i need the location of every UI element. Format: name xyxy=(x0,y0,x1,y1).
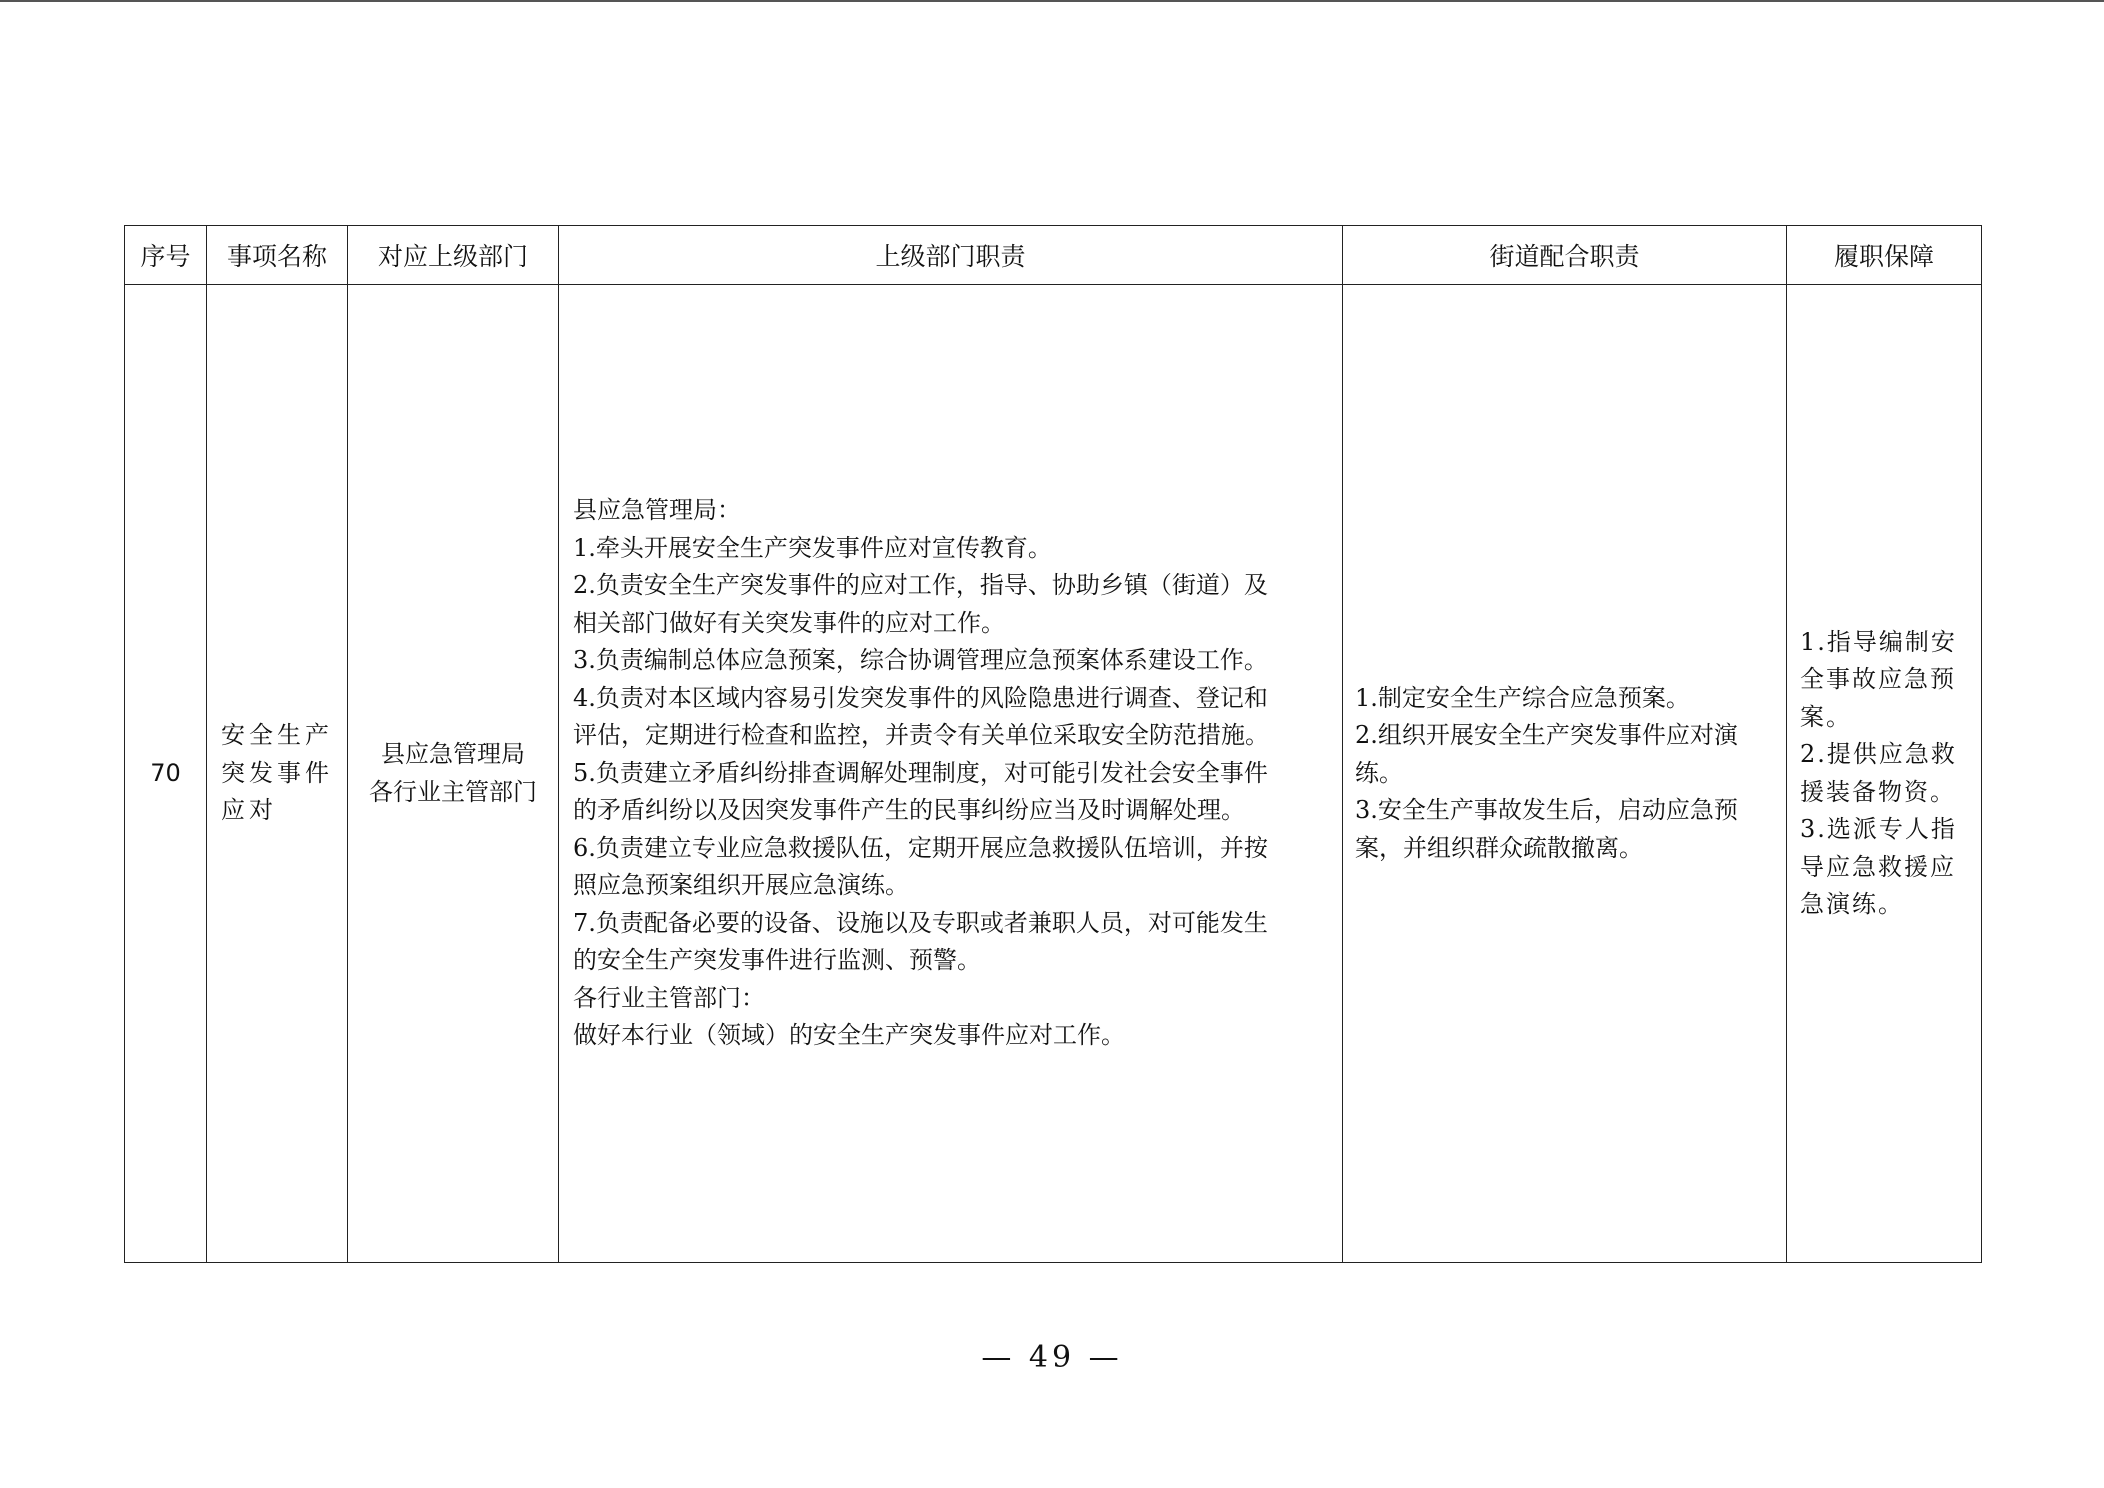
street-duty-line: 练。 xyxy=(1355,758,1403,787)
header-street-duties: 街道配合职责 xyxy=(1343,226,1787,285)
street-duty-line: 1.制定安全生产综合应急预案。 xyxy=(1355,683,1690,712)
upper-duty-line: 3.负责编制总体应急预案，综合协调管理应急预案体系建设工作。 xyxy=(573,646,1268,675)
guarantee-line: 急演练。 xyxy=(1800,890,1904,918)
upper-duty-line: 县应急管理局： xyxy=(573,496,741,525)
department-line: 县应急管理局 xyxy=(381,740,525,768)
upper-duty-line: 5.负责建立矛盾纠纷排查调解处理制度，对可能引发社会安全事件 xyxy=(573,758,1268,787)
upper-duty-line: 1.牵头开展安全生产突发事件应对宣传教育。 xyxy=(573,533,1052,562)
cell-item-name xyxy=(207,285,348,1263)
cell-upper-duties xyxy=(559,285,1343,1263)
upper-duty-line: 各行业主管部门： xyxy=(573,983,765,1012)
upper-duty-line: 的安全生产突发事件进行监测、预警。 xyxy=(573,946,981,975)
item-name-line: 应对 xyxy=(221,796,277,825)
guarantee-line: 援装备物资。 xyxy=(1800,777,1956,806)
cell-street-duties xyxy=(1343,285,1787,1263)
header-number: 序号 xyxy=(125,226,207,285)
cell-guarantee xyxy=(1787,285,1982,1263)
item-name-line: 突发事件 xyxy=(221,758,333,787)
cell-upper-department xyxy=(348,285,559,1263)
guarantee-line: 3.选派专人指 xyxy=(1800,815,1957,843)
guarantee-line: 全事故应急预 xyxy=(1800,665,1956,693)
guarantee-line: 2.提供应急救 xyxy=(1800,740,1957,768)
header-guarantee: 履职保障 xyxy=(1787,226,1982,285)
page-number: — 49 — xyxy=(981,1340,1123,1375)
top-border-line xyxy=(0,0,2104,2)
street-duty-line: 案，并组织群众疏散撤离。 xyxy=(1355,833,1643,862)
upper-duty-line: 评估，定期进行检查和监控，并责令有关单位采取安全防范措施。 xyxy=(573,721,1269,750)
cell-number: 70 xyxy=(125,285,207,1263)
upper-duty-line: 4.负责对本区域内容易引发突发事件的风险隐患进行调查、登记和 xyxy=(573,683,1268,712)
table-row xyxy=(125,285,1982,1263)
upper-duty-line: 6.负责建立专业应急救援队伍，定期开展应急救援队伍培训，并按 xyxy=(573,833,1268,862)
table-header-row xyxy=(125,226,1982,285)
header-item-name: 事项名称 xyxy=(207,226,348,285)
guarantee-line: 1.指导编制安 xyxy=(1800,627,1957,656)
upper-duty-line: 7.负责配备必要的设备、设施以及专职或者兼职人员，对可能发生 xyxy=(573,908,1268,937)
street-duty-line: 3.安全生产事故发生后，启动应急预 xyxy=(1355,796,1738,825)
guarantee-line: 导应急救援应 xyxy=(1800,852,1956,881)
street-duty-line: 2.组织开展安全生产突发事件应对演 xyxy=(1355,721,1738,750)
duty-table xyxy=(124,225,1982,1263)
department-line: 各行业主管部门 xyxy=(369,777,537,806)
header-upper-duties: 上级部门职责 xyxy=(559,226,1343,285)
guarantee-line: 案。 xyxy=(1800,702,1852,731)
upper-duty-line: 2.负责安全生产突发事件的应对工作，指导、协助乡镇（街道）及 xyxy=(573,571,1268,600)
upper-duty-line: 做好本行业（领域）的安全生产突发事件应对工作。 xyxy=(573,1021,1125,1050)
upper-duty-line: 的矛盾纠纷以及因突发事件产生的民事纠纷应当及时调解处理。 xyxy=(573,796,1245,825)
header-upper-department: 对应上级部门 xyxy=(348,226,559,285)
item-name-line: 安全生产 xyxy=(221,721,333,750)
upper-duty-line: 照应急预案组织开展应急演练。 xyxy=(573,871,909,900)
upper-duty-line: 相关部门做好有关突发事件的应对工作。 xyxy=(573,608,1005,637)
